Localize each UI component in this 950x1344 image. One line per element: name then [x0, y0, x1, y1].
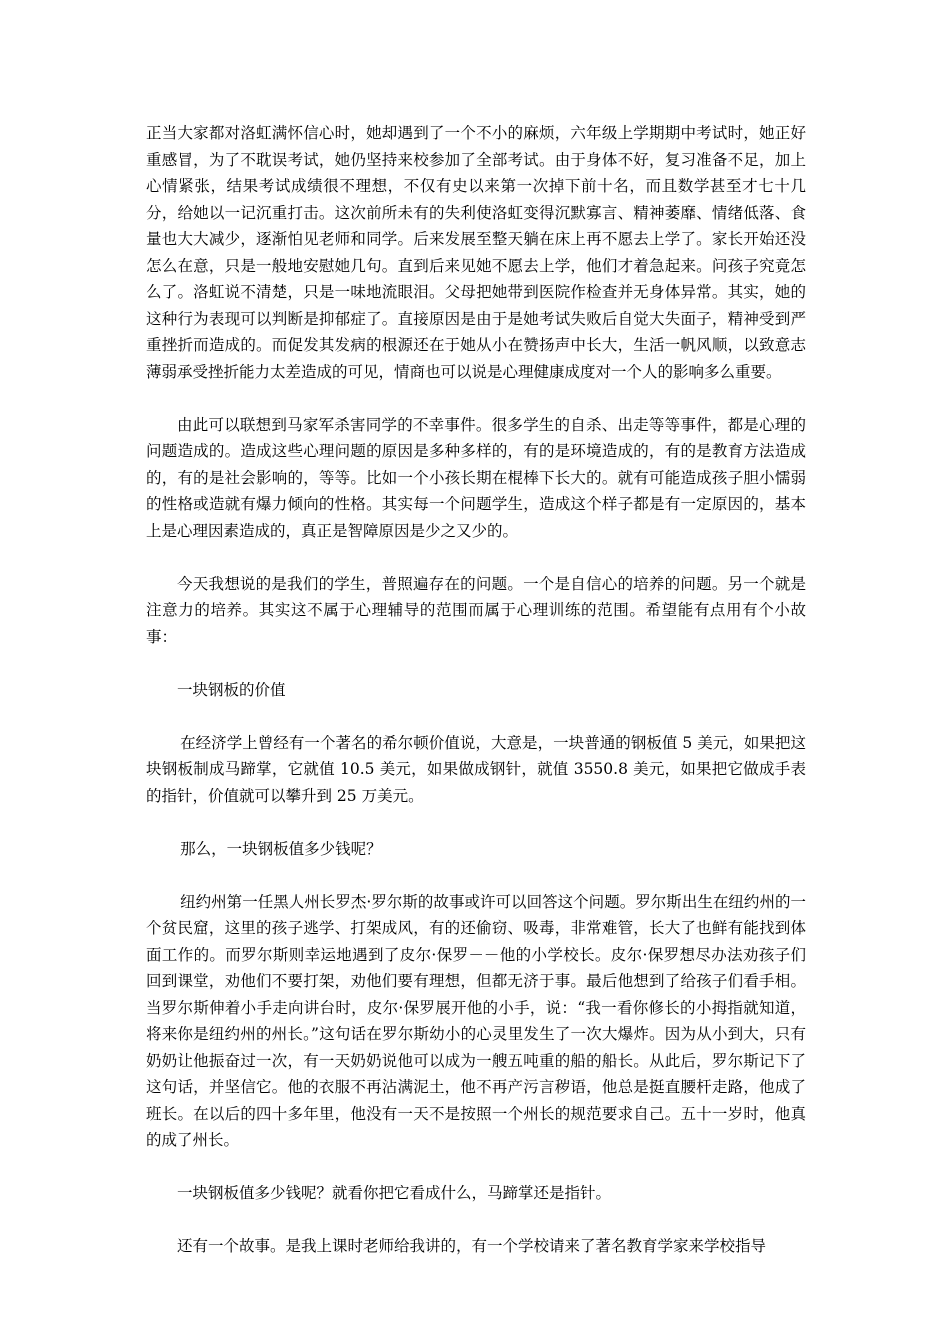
- paragraph-gap: [146, 544, 806, 571]
- paragraph-gap: [146, 809, 806, 836]
- paragraph-question: 那么，一块钢板值多少钱呢？: [180, 839, 382, 858]
- paragraph-rolls-story: 纽约州第一任黑人州长罗杰·罗尔斯的故事或许可以回答这个问题。罗尔斯出生在纽约州的一个贫民窟，这里的孩子逃学、打架成风，有的还偷窃、吸毒，非常难管，长大了也鲜有能找到体面工作的。而罗尔斯则幸运地遇到了皮尔·保罗－－他的小学校长。皮尔·保罗想尽办法劝孩子们回到课堂，劝他们不要打架，劝他们要有理想，但都无济于事。最后他想到了给孩子们看手相。当罗尔斯伸着小手走向讲台时，皮尔·保罗展开他的小手，说：“我一看你修长的小拇指就知道，将来你是纽约州的州长。”这句话在罗尔斯幼小的心灵里发生了一次大爆炸。因为从小到大，只有奶奶让他振奋过一次，有一天奶奶说他可以成为一艘五吨重的船的船长。从此后，罗尔斯记下了这句话，并坚信它。他的衣服不再沾满泥土，他不再产污言秽语，他总是挺直腰杆走路，他成了班长。在以后的四十多年里，他没有一天不是按照一个州长的规范要求自己。五十一岁时，他真的成了州长。: [146, 892, 806, 1149]
- document-body: [146, 120, 806, 1260]
- paragraph-gap: [146, 1207, 806, 1234]
- paragraph-gap: [146, 862, 806, 889]
- paragraph-gap: [146, 1154, 806, 1181]
- paragraph-luohong-story: 正当大家都对洛虹满怀信心时，她却遇到了一个不小的麻烦，六年级上学期期中考试时，她正好重感冒，为了不耽误考试，她仍坚持来校参加了全部考试。由于身体不好，复习准备不足，加上心情紧张，结果考试成绩很不理想，不仅有史以来第一次掉下前十名，而且数学甚至才七十几分，给她以一记沉重打击。这次前所未有的失利使洛虹变得沉默寡言、精神萎靡、情绪低落、食量也大大减少，逐渐怕见老师和同学。后来发展至整天躺在床上再不愿去上学了。家长开始还没怎么在意，只是一般地安慰她几句。直到后来见她不愿去上学，他们才着急起来。问孩子究竟怎么了。洛虹说不清楚，只是一味地流眼泪。父母把她带到医院作检查并无身体异常。其实，她的这种行为表现可以判断是抑郁症了。直接原因是由于是她考试失败后自觉大失面子，精神受到严重挫折而造成的。而促发其发病的根源还在于她从小在赞扬声中长大，生活一帆风顺，以致意志薄弱承受挫折能力太差造成的可见，情商也可以说是心理健康成度对一个人的影响多么重要。: [146, 124, 806, 381]
- paragraph-students-problems: 今天我想说的是我们的学生，普照遍存在的问题。一个是自信心的培养的问题。另一个就是注意力的培养。其实这不属于心理辅导的范围而属于心理训练的范围。希望能有点用有个小故事：: [146, 574, 806, 646]
- paragraph-gap: [146, 650, 806, 677]
- paragraph-gap: [146, 385, 806, 412]
- paragraph-conclusion: 一块钢板值多少钱呢？就看你把它看成什么，马蹄掌还是指针。: [177, 1184, 612, 1202]
- paragraph-another-story: 还有一个故事。是我上课时老师给我讲的，有一个学校请来了著名教育学家来学校指导: [177, 1237, 767, 1255]
- paragraph-ma-jiajun: 由此可以联想到马家军杀害同学的不幸事件。很多学生的自杀、出走等等事件，都是心理的问题造成的。造成这些心理问题的原因是多种多样的，有的是环境造成的，有的是教育方法造成的，有的是社会影响的，等等。比如一个小孩长期在棍棒下长大的。就有可能造成孩子胆小懦弱的性格或造就有爆力倾向的性格。其实每一个问题学生，造成这个样子都是有一定原因的，基本上是心理因素造成的，真正是智障原因是少之又少的。: [146, 415, 806, 540]
- paragraph-gap: [146, 703, 806, 730]
- section-heading-steel-plate: 一块钢板的价值: [177, 680, 286, 699]
- paragraph-hilton-value: 在经济学上曾经有一个著名的希尔顿价值说，大意是，一块普通的钢板值 5 美元，如果把这块钢板制成马蹄掌，它就值 10.5 美元，如果做成钢针，就值 3550.8 美元，如果把它做成手表的指针，价值就可以攀升到 25 万美元。: [146, 733, 806, 805]
